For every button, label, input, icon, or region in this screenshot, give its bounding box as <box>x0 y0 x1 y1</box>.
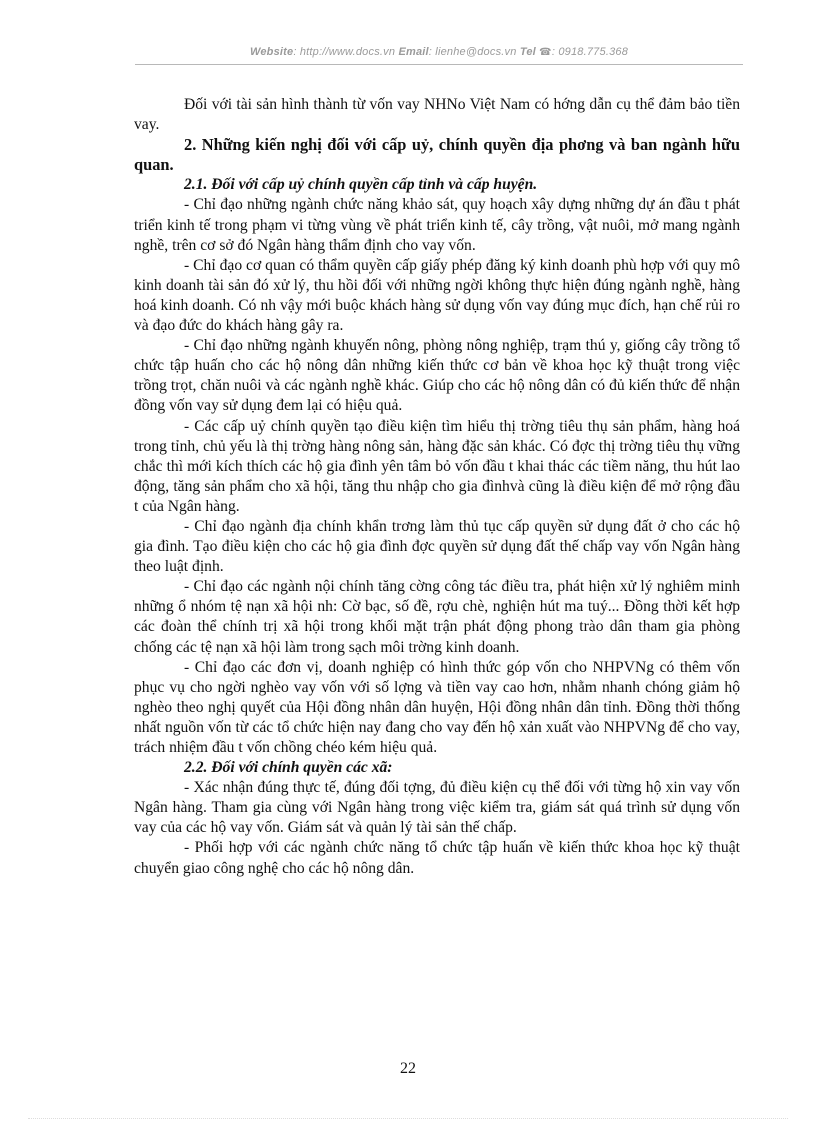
paragraph: - Chỉ đạo ngành địa chính khẩn trơng làm thủ tục cấp quyền sử dụng đất ở cho các hộ gia đình. Tạo điều kiện cho các hộ gia đình đợc quyền sử dụng đất thế chấp vay vốn Ngân hàng theo luật định. <box>134 517 740 576</box>
website-label: Website <box>249 46 294 58</box>
page-header <box>135 46 743 58</box>
paragraph: Đối với tài sản hình thành từ vốn vay NHNo Việt Nam có hớng dẫn cụ thể đảm bảo tiền vay. <box>134 96 740 134</box>
paragraph: - Chỉ đạo những ngành chức năng khảo sát, quy hoạch xây dựng những dự án đầu t phát triển kinh tế trong phạm vi từng vùng về phát triển kinh tế, cây trồng, vật nuôi, mở mang ngành nghề, trên cơ sở đó Ngân hàng thẩm định cho vay vốn. <box>134 196 740 254</box>
phone-icon: ☎ <box>539 47 552 58</box>
paragraph: - Chỉ đạo cơ quan có thẩm quyền cấp giấy phép đăng ký kinh doanh phù hợp với quy mô kinh doanh tài sản đó xử lý, thu hồi đối với những ngời không thực hiện đúng ngành nghề, hàng hoá kinh doanh. Có nh vậy mới buộc khách hàng sử dụng vốn vay đúng mục đích, hạn chế rủi ro và đạo đức do khách hàng gây ra. <box>134 256 740 335</box>
section-heading: 2. Những kiến nghị đối với cấp uỷ, chính quyền địa phơng và ban ngành hữu quan. <box>134 135 740 175</box>
email-label: Email <box>398 46 429 58</box>
paragraph: - Chỉ đạo các đơn vị, doanh nghiệp có hình thức góp vốn cho NHPVNg có thêm vốn phục vụ cho ngời nghèo vay vốn với số lợng và tiền vay cao hơn, nhằm nhanh chóng giảm hộ nghèo theo nghị quyết của Hội đồng nhân dân huyện, Hội đồng nhân dân tỉnh. Đồng thời thống nhất nguồn vốn từ các tổ chức hiện nay đang cho vay đến hộ xản xuất vào NHPVNg để cho vay, trách nhiệm đầu t vốn chồng chéo kém hiệu quả. <box>134 658 740 756</box>
page-number: 22 <box>400 1060 416 1077</box>
tel-label: Tel <box>519 46 536 58</box>
paragraph: - Chỉ đạo những ngành khuyến nông, phòng nông nghiệp, trạm thú y, giống cây trồng tổ chức tập huấn cho các hộ nông dân những kiến thức cơ bản về khoa học kỹ thuật trong việc trồng trọt, chăn nuôi và các ngành nghề khác. Giúp cho các hộ nông dân có đủ kiến thức để nhận đồng vốn vay sử dụng đem lại có hiệu quả. <box>134 337 740 415</box>
header-divider <box>135 64 743 65</box>
tel-value: : 0918.775.368 <box>551 46 629 58</box>
paragraph: - Các cấp uỷ chính quyền tạo điều kiện tìm hiểu thị trờng tiêu thụ sản phẩm, hàng hoá trong tỉnh, chủ yếu là thị trờng hàng nông sản, hàng đặc sản khác. Có đợc thị trờng tiêu thụ vững chắc thì mới kích thích các hộ gia đình yên tâm bỏ vốn đầu t khai thác các tiềm năng, thu hút lao động, tăng sản phẩm cho xã hội, tăng thu nhập cho gia đìnhvà cũng là điều kiện để mở rộng đầu t của Ngân hàng. <box>134 417 740 515</box>
paragraph: - Chỉ đạo các ngành nội chính tăng cờng công tác điều tra, phát hiện xử lý nghiêm minh những ổ nhóm tệ nạn xã hội nh: Cờ bạc, số đề, rợu chè, nghiện hút ma tuý... Đồng thời kết hợp các đoàn thể chính trị xã hội trong khối mặt trận phát động phong trào dân tham gia phòng chống các tệ nạn xã hội làm trong sạch môi trờng kinh doanh. <box>134 578 740 656</box>
subsection-heading: 2.2. Đối với chính quyền các xã: <box>184 759 393 777</box>
subsection-heading: 2.1. Đối với cấp uỷ chính quyền cấp tỉnh và cấp huyện. <box>184 176 538 194</box>
page-bottom-divider <box>28 1118 788 1119</box>
email-value: : lienhe@docs.vn <box>428 46 517 58</box>
website-value: : http://www.docs.vn <box>293 46 396 58</box>
document-body <box>134 95 740 879</box>
paragraph: - Phối hợp với các ngành chức năng tổ chức tập huấn về kiến thức khoa học kỹ thuật chuyển giao công nghệ cho các hộ nông dân. <box>134 839 740 877</box>
paragraph: - Xác nhận đúng thực tế, đúng đối tợng, đủ điều kiện cụ thể đối với từng hộ xin vay vốn Ngân hàng. Tham gia cùng với Ngân hàng trong việc kiểm tra, giám sát quá trình sử dụng vốn vay của các hộ vay vốn. Giám sát và quản lý tài sản thế chấp. <box>134 779 740 837</box>
